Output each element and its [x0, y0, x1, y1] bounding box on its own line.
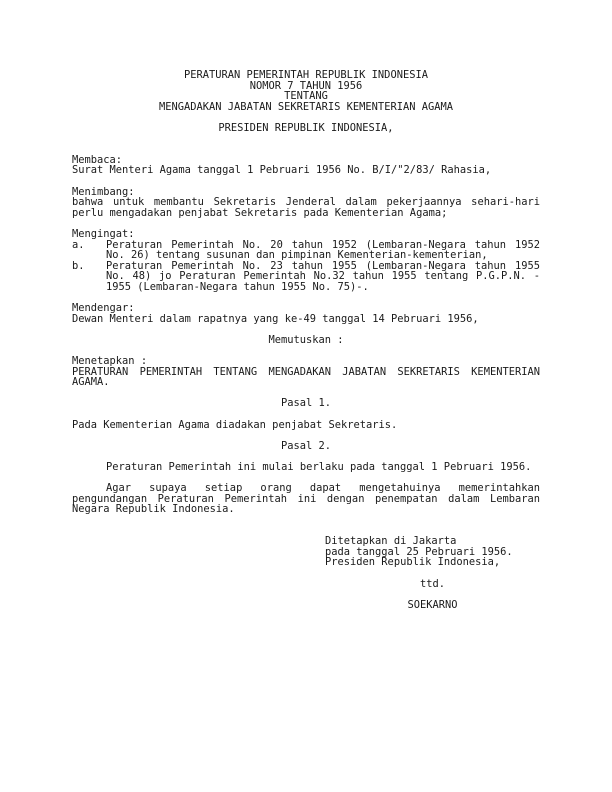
list-marker: b.	[72, 259, 85, 272]
signature-title: Presiden Republik Indonesia,	[325, 556, 501, 569]
menimbang-section	[72, 187, 540, 219]
list-item-text: Peraturan Pemerintah No. 20 tahun 1952 (Lembaran-Negara tahun 1952 No. 26) tentang susunan dan pimpinan Kementerian-kementerian,	[106, 238, 540, 262]
memutuskan-heading: Memutuskan :	[268, 333, 344, 346]
mendengar-section	[72, 303, 540, 324]
signature-ttd: ttd.	[419, 577, 446, 590]
membaca-label: Membaca:	[72, 153, 123, 166]
pasal-2-paragraph: Peraturan Pemerintah ini mulai berlaku pada tanggal 1 Pebruari 1956.	[106, 460, 532, 473]
signature-place: Ditetapkan di Jakarta	[325, 535, 457, 548]
regulation-about: TENTANG	[284, 90, 328, 103]
mengingat-section	[72, 229, 540, 293]
signature-date: pada tanggal 25 Pebruari 1956.	[325, 545, 513, 558]
menimbang-text: bahwa untuk membantu Sekretaris Jenderal dalam pekerjaannya sehari-hari perlu mengadakan penjabat Sekretaris pada Kementerian Agama;	[72, 196, 540, 219]
list-item	[72, 261, 540, 293]
regulation-title: PERATURAN PEMERINTAH REPUBLIK INDONESIA	[184, 69, 428, 81]
mendengar-text: Dewan Menteri dalam rapatnya yang ke-49 tanggal 14 Pebruari 1956,	[72, 312, 479, 325]
signature-block	[72, 536, 540, 610]
regulation-subject: MENGADAKAN JABATAN SEKRETARIS KEMENTERIAN AGAMA	[158, 100, 454, 113]
menetapkan-label: Menetapkan :	[72, 355, 148, 368]
pasal-2-title: Pasal 2.	[280, 439, 332, 452]
mendengar-label: Mendengar:	[72, 302, 135, 315]
menimbang-label: Menimbang:	[72, 185, 135, 198]
president-heading: PRESIDEN REPUBLIK INDONESIA,	[218, 121, 394, 134]
list-item	[72, 240, 540, 261]
regulation-number: NOMOR 7 TAHUN 1956	[249, 79, 363, 92]
membaca-section	[72, 155, 540, 176]
document-page	[72, 70, 540, 610]
menetapkan-section	[72, 356, 540, 388]
list-marker: a.	[72, 238, 85, 251]
pasal-2-paragraph: Agar supaya setiap orang dapat mengetahuinya memerintahkan pengundangan Peraturan Pemerintah ini dengan penempatan dalam Lembaran Negara Republik Indonesia.	[72, 482, 540, 516]
signatory-name: SOEKARNO	[407, 598, 458, 611]
pasal-1-text: Pada Kementerian Agama diadakan penjabat Sekretaris.	[72, 418, 398, 431]
pasal-1-title: Pasal 1.	[280, 397, 332, 410]
list-item-text: Peraturan Pemerintah No. 23 tahun 1955 (Lembaran-Negara tahun 1955 No. 48) jo Peraturan Pemerintah No.32 tahun 1955 tentang P.G.P.N. - 1955 (Lembaran-Negara tahun 1955 No. 75)-.	[106, 259, 540, 293]
menetapkan-text: PERATURAN PEMERINTAH TENTANG MENGADAKAN JABATAN SEKRETARIS KEMENTERIAN AGAMA.	[72, 365, 540, 389]
mengingat-label: Mengingat:	[72, 227, 135, 240]
document-header	[72, 70, 540, 134]
membaca-text: Surat Menteri Agama tanggal 1 Pebruari 1956 No. B/I/"2/83/ Rahasia,	[72, 164, 492, 177]
